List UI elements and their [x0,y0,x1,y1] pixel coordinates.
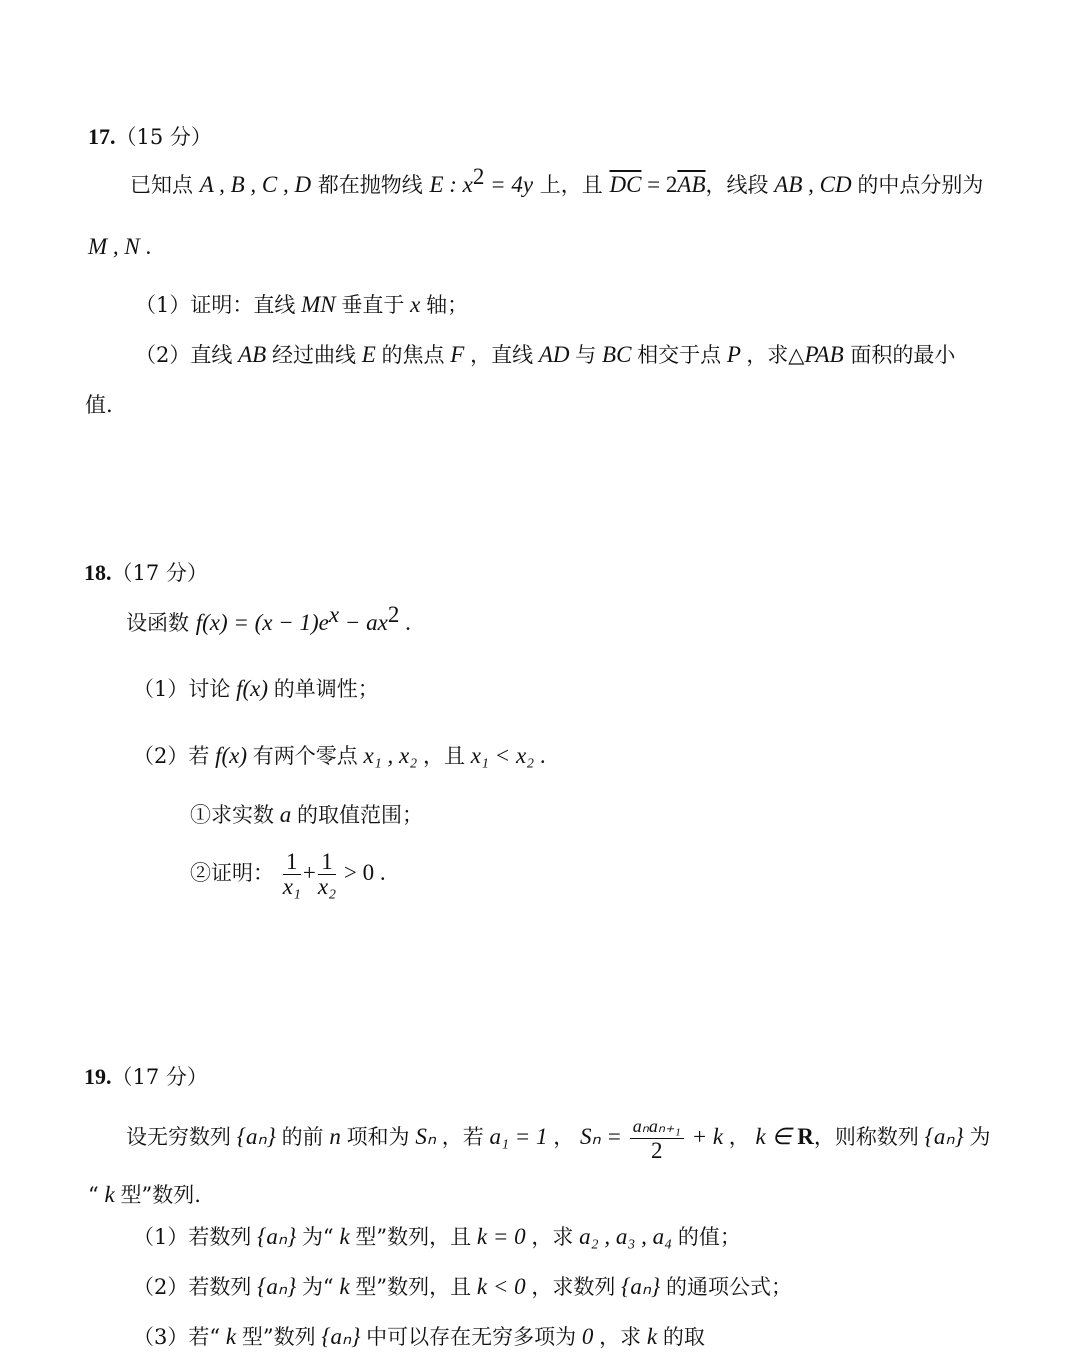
text: （1）讨论 [133,677,231,701]
math: . [539,743,546,768]
problem-17-stem-cont [88,232,151,262]
fraction-an-an1-over-2 [630,1114,684,1163]
math: {aₙ} [918,1124,970,1149]
text: 值. [85,393,113,417]
problem-19-header [84,1062,208,1092]
text: 有两个零点 [252,744,358,768]
math: {aₙ} [251,1224,302,1249]
problem-18-subpart-1 [190,800,423,830]
text: 已知点 [130,173,193,197]
math: a [274,802,297,827]
math: n [323,1124,347,1149]
text: （3）若“ [133,1325,221,1349]
math: k [333,1274,356,1299]
text: 为“ [301,1275,334,1299]
text: 的取 [662,1325,705,1349]
math: k [641,1324,663,1349]
denominator: x₁ [282,874,301,899]
text: （2）若 [133,744,210,768]
denominator: x₂ [317,874,337,899]
math: = 4y [484,172,534,197]
text: 为“ [301,1225,334,1249]
math: k [220,1324,242,1349]
problem-number: 19. [84,1064,112,1089]
text: （1）证明：直线 [135,293,296,317]
math: k [98,1182,121,1207]
problem-17-stem [130,164,984,200]
math: {aₙ} [251,1274,302,1299]
text: 的单调性； [273,677,379,701]
math: k ∈ [749,1124,798,1149]
math: AD [533,342,576,367]
math: . [139,234,152,259]
problem-17-part-1 [135,290,468,320]
text: 型”数列 [241,1325,316,1349]
math: x [404,292,427,317]
text: 项和为 [346,1125,410,1149]
numerator: 1 [318,850,336,875]
math: {aₙ} [615,1274,666,1299]
text: 型”数列，且 [355,1275,472,1299]
text: 的值； [677,1225,741,1249]
text: 的前 [281,1125,324,1149]
text: 设函数 [126,611,189,635]
vector-ab: $\overline{AB}$ [677,172,706,197]
math: P [721,342,747,367]
math: − ax [339,610,388,635]
problem-19-part-2 [133,1272,792,1302]
problem-17-header [88,122,212,152]
math: MN [295,292,342,317]
math: + [302,860,316,885]
text: （1）若数列 [133,1225,252,1249]
fraction-1-over-x1 [283,850,301,899]
text: （2）直线 [135,343,233,367]
problem-18-part-1 [133,674,379,704]
text: 的通项公式； [665,1275,792,1299]
problem-number: 18. [84,560,112,585]
math: k [333,1224,356,1249]
exponent-2: 2 [387,602,400,627]
text: ，求△ [746,343,805,367]
math: x₁ < x₂ [464,743,540,768]
problem-18-header [84,558,208,588]
text: 垂直于 [341,293,405,317]
math: . [399,610,411,635]
text: 上，且 [533,173,610,197]
text: 为 [969,1125,991,1149]
text: ， [728,1125,750,1149]
math: AB [232,342,272,367]
text: 的中点分别为 [857,173,984,197]
math: E [355,342,382,367]
math: x₁ , x₂ [357,743,423,768]
text: 与 [575,343,597,367]
math-real-set: R [797,1124,814,1149]
math: a₁ = 1 [483,1124,554,1149]
math: > 0 . [338,860,386,885]
math: F [444,342,471,367]
problem-score: （15 分） [115,125,212,149]
math: {aₙ} [315,1324,367,1349]
text: 相交于点 [637,343,722,367]
page-fade-overlay [705,1322,815,1362]
text: ，求数列 [531,1275,616,1299]
text: ，求 [531,1225,574,1249]
text: “ [88,1183,99,1207]
text: 型”数列. [120,1183,201,1207]
numerator: 1 [283,850,301,875]
text: ①求实数 [190,803,274,827]
math: f(x) = (x − 1)e [195,610,329,635]
math: AB , CD [768,172,858,197]
problem-score: （17 分） [111,561,208,585]
text: ②证明： [190,861,274,885]
text: 的取值范围； [297,803,423,827]
exponent: x [328,602,340,627]
math: f(x) [230,676,274,701]
text: ，若 [441,1125,484,1149]
problem-19-stem-cont [88,1180,201,1210]
problem-18-part-2 [133,741,546,771]
text: 面积的最小 [843,343,956,367]
numerator: aₙaₙ₊₁ [630,1114,684,1139]
text: ，线段 [705,173,769,197]
math: E : x [429,172,473,197]
math: BC [596,342,638,367]
text: 都在抛物线 [317,173,423,197]
math: 0 [576,1324,600,1349]
math: f(x) [209,743,253,768]
text: 型”数列，且 [355,1225,472,1249]
text: 的焦点 [381,343,445,367]
math: PAB [804,342,844,367]
problem-19-part-1 [133,1222,741,1252]
problem-17-part-2 [135,340,955,370]
text: 轴； [426,293,469,317]
math: + k [685,1124,729,1149]
problem-18-subpart-2 [190,848,386,899]
problem-19-part-3 [133,1322,705,1352]
vector-dc: $\overline{DC}$ [609,172,642,197]
math: k = 0 [471,1224,532,1249]
math: A , B , C , D [199,172,312,197]
math: = 2 [641,172,678,197]
math: M , N [88,234,140,259]
text: 中可以存在无穷多项为 [366,1325,577,1349]
text: ， [553,1125,575,1149]
fraction-1-over-x2 [318,850,336,899]
problem-19-stem [126,1112,990,1163]
math: a₂ , a₃ , a₄ [573,1224,678,1249]
text: 经过曲线 [271,343,356,367]
problem-score: （17 分） [111,1065,208,1089]
text: ，求 [599,1325,642,1349]
problem-number: 17. [88,124,116,149]
math: {aₙ} [231,1124,282,1149]
problem-17-part-2-cont [85,390,113,420]
denominator: 2 [651,1138,663,1163]
text: ，则称数列 [813,1125,919,1149]
math: Sₙ [409,1124,442,1149]
math: k < 0 [471,1274,532,1299]
text: ，且 [422,744,465,768]
problem-18-stem [126,602,411,638]
text: ，直线 [470,343,534,367]
text: 设无穷数列 [126,1125,231,1149]
text: （2）若数列 [133,1275,252,1299]
exponent-2: 2 [472,164,485,189]
math: Sₙ = [574,1124,628,1149]
